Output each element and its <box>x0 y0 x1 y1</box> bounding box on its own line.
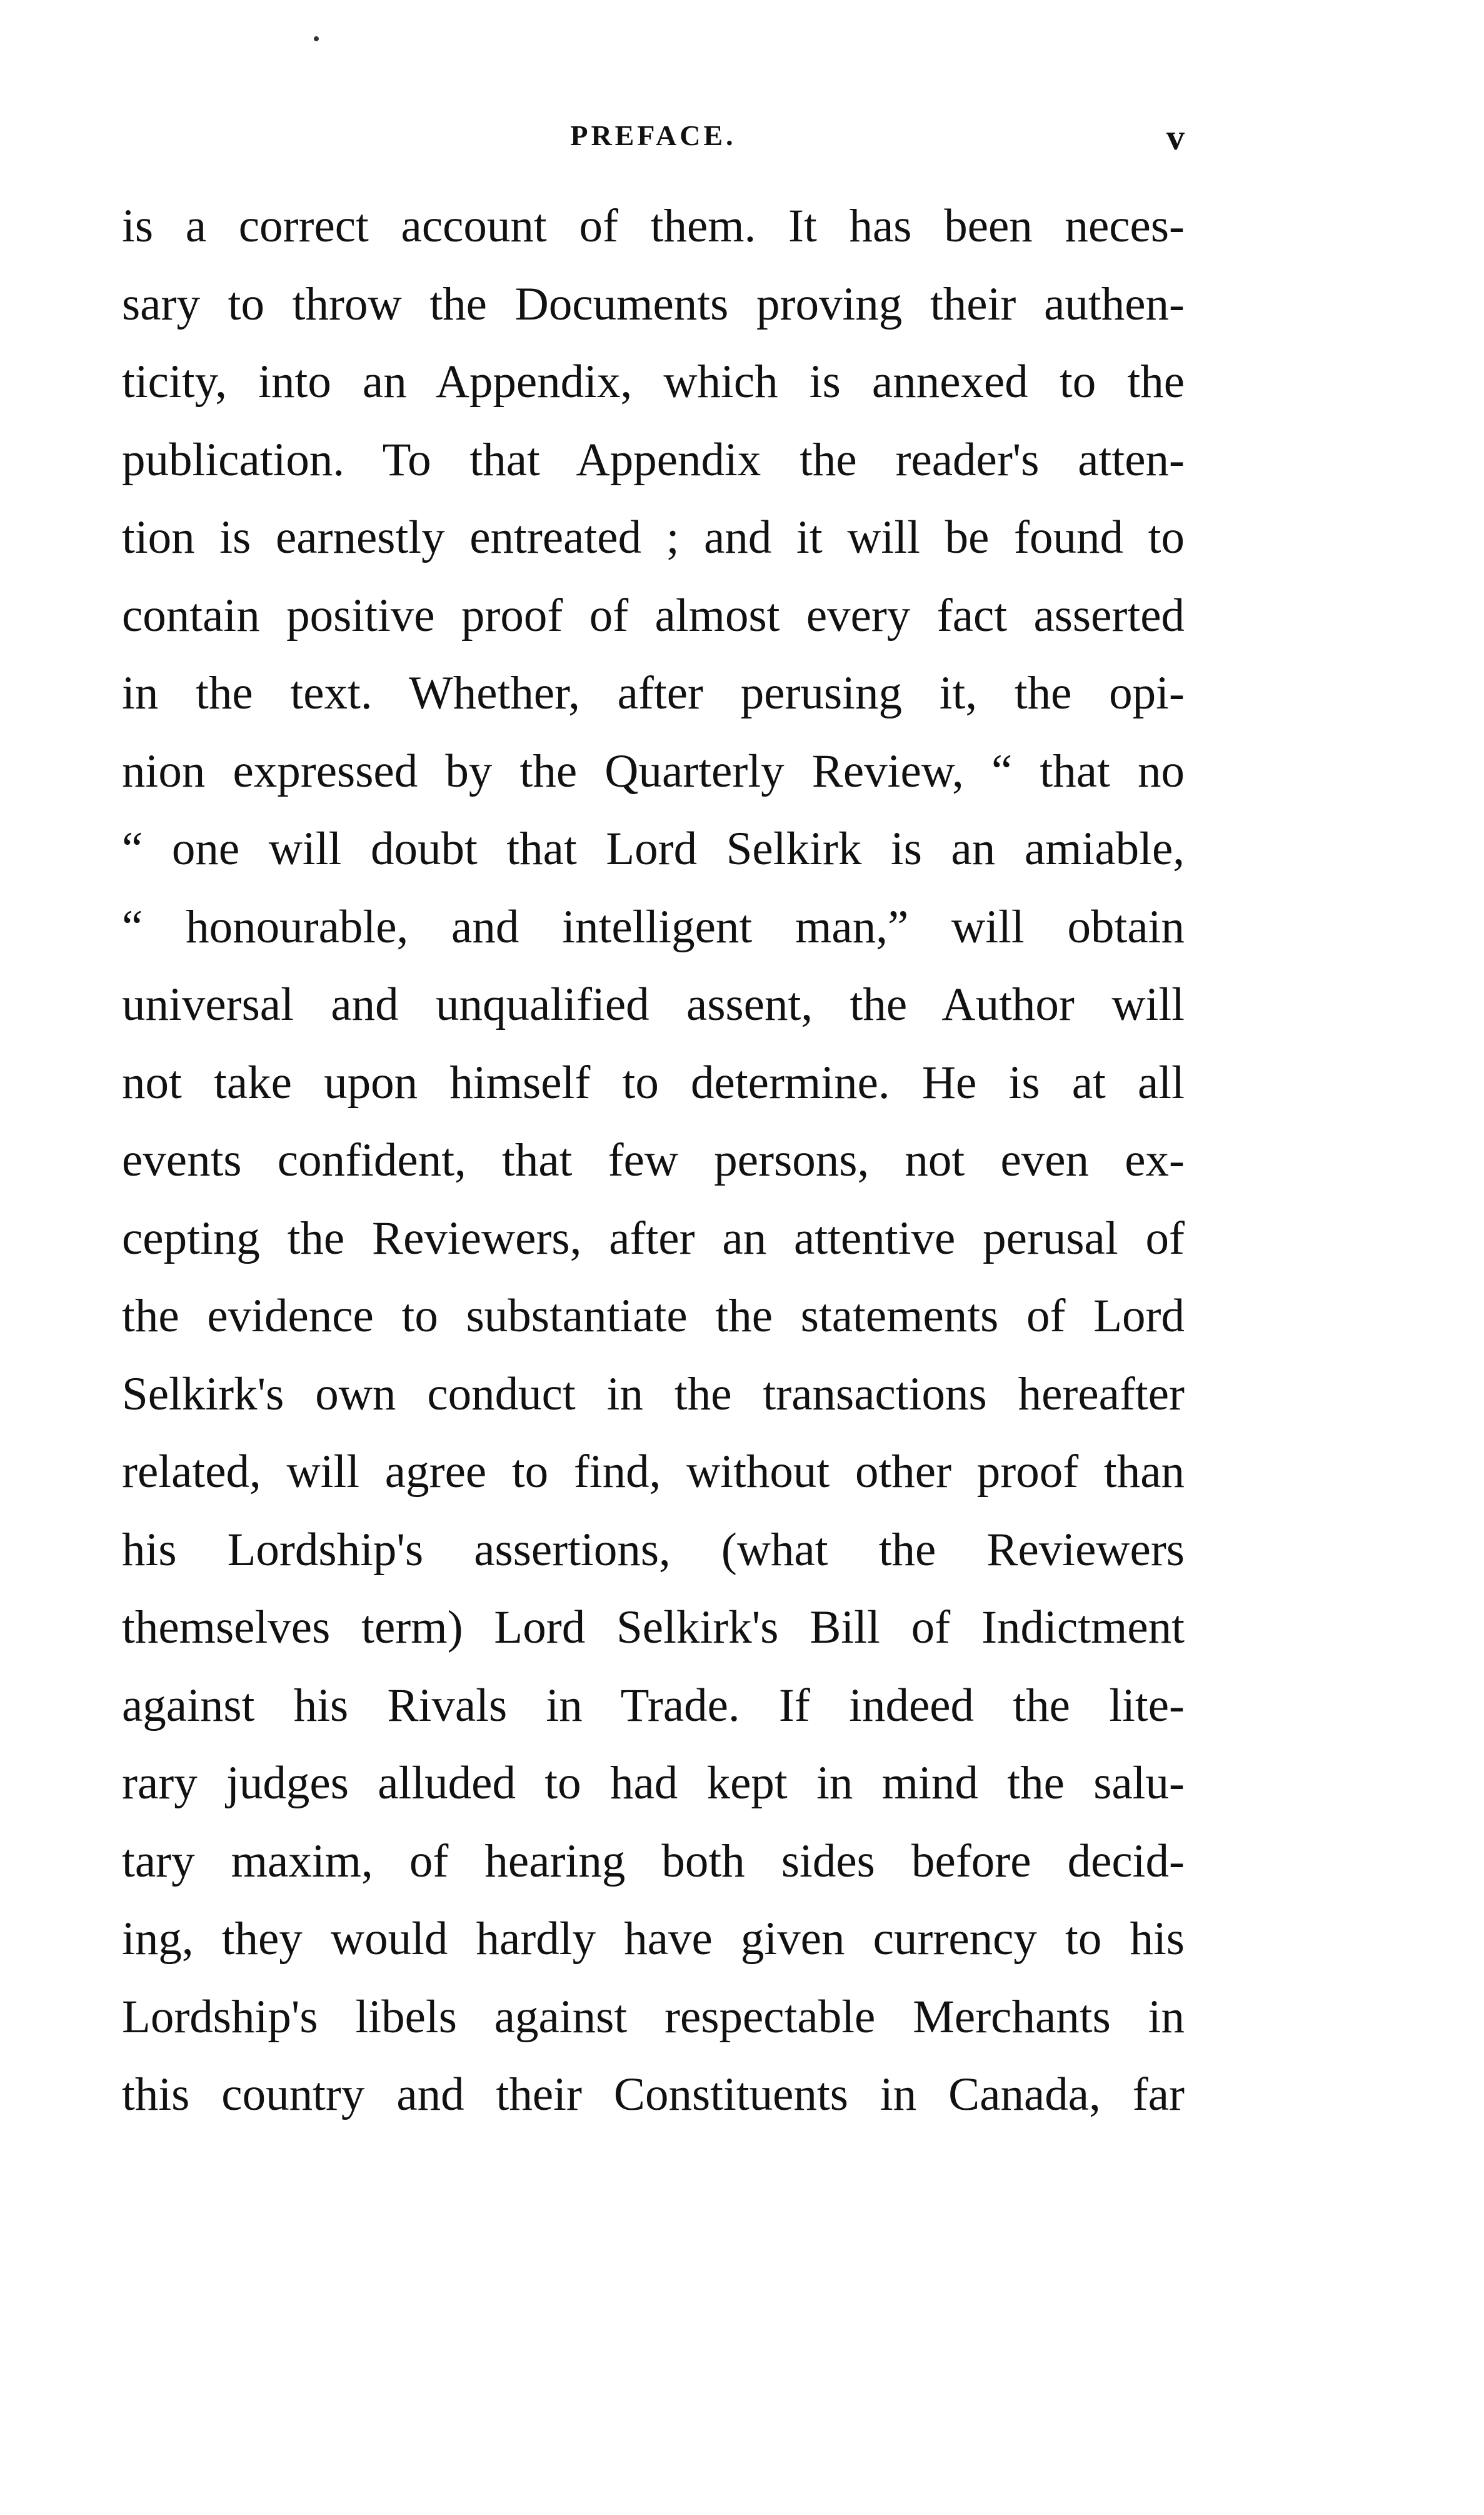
text-line: sary to throw the Documents proving their authen- <box>122 278 1185 330</box>
text-line: the evidence to substantiate the statements of Lord <box>122 1290 1185 1342</box>
text-line: universal and unqualified assent, the Author will <box>122 979 1185 1031</box>
text-line: ing, they would hardly have given currency to his <box>122 1913 1185 1965</box>
text-line: this country and their Constituents in Canada, far <box>122 2069 1185 2120</box>
text-line: against his Rivals in Trade. If indeed the lite- <box>122 1679 1185 1731</box>
text-line: themselves term) Lord Selkirk's Bill of Indictment <box>122 1601 1185 1653</box>
running-header <box>122 119 1185 169</box>
page-number: v <box>1166 117 1185 158</box>
text-line: related, will agree to find, without other proof than <box>122 1446 1185 1498</box>
text-line: not take upon himself to determine. He is at all <box>122 1056 1185 1109</box>
text-line: nion expressed by the Quarterly Review, “ that no <box>122 745 1185 797</box>
text-line: publication. To that Appendix the reader's atten- <box>122 433 1185 486</box>
ink-speck <box>314 36 319 41</box>
text-line: is a correct account of them. It has been neces- <box>122 200 1185 252</box>
text-line: “ honourable, and intelligent man,” will obtain <box>122 900 1185 953</box>
text-line: ticity, into an Appendix, which is annexed to the <box>122 356 1185 408</box>
text-line: Selkirk's own conduct in the transactions hereafter <box>122 1368 1185 1420</box>
text-line: in the text. Whether, after perusing it, the opi- <box>122 667 1185 719</box>
text-line: rary judges alluded to had kept in mind the salu- <box>122 1757 1185 1809</box>
preface-text <box>122 188 1185 2134</box>
text-line: his Lordship's assertions, (what the Reviewers <box>122 1523 1185 1576</box>
text-line: tion is earnestly entreated ; and it will be found to <box>122 512 1185 563</box>
text-line: contain positive proof of almost every fact asserted <box>122 589 1185 642</box>
running-title: PREFACE. <box>570 119 736 151</box>
text-line: events confident, that few persons, not even ex- <box>122 1134 1185 1186</box>
text-line: tary maxim, of hearing both sides before decid- <box>122 1835 1185 1887</box>
text-line: cepting the Reviewers, after an attentive perusal of <box>122 1212 1185 1264</box>
text-line: “ one will doubt that Lord Selkirk is an amiable, <box>122 823 1185 875</box>
text-line: Lordship's libels against respectable Merchants in <box>122 1990 1185 2043</box>
